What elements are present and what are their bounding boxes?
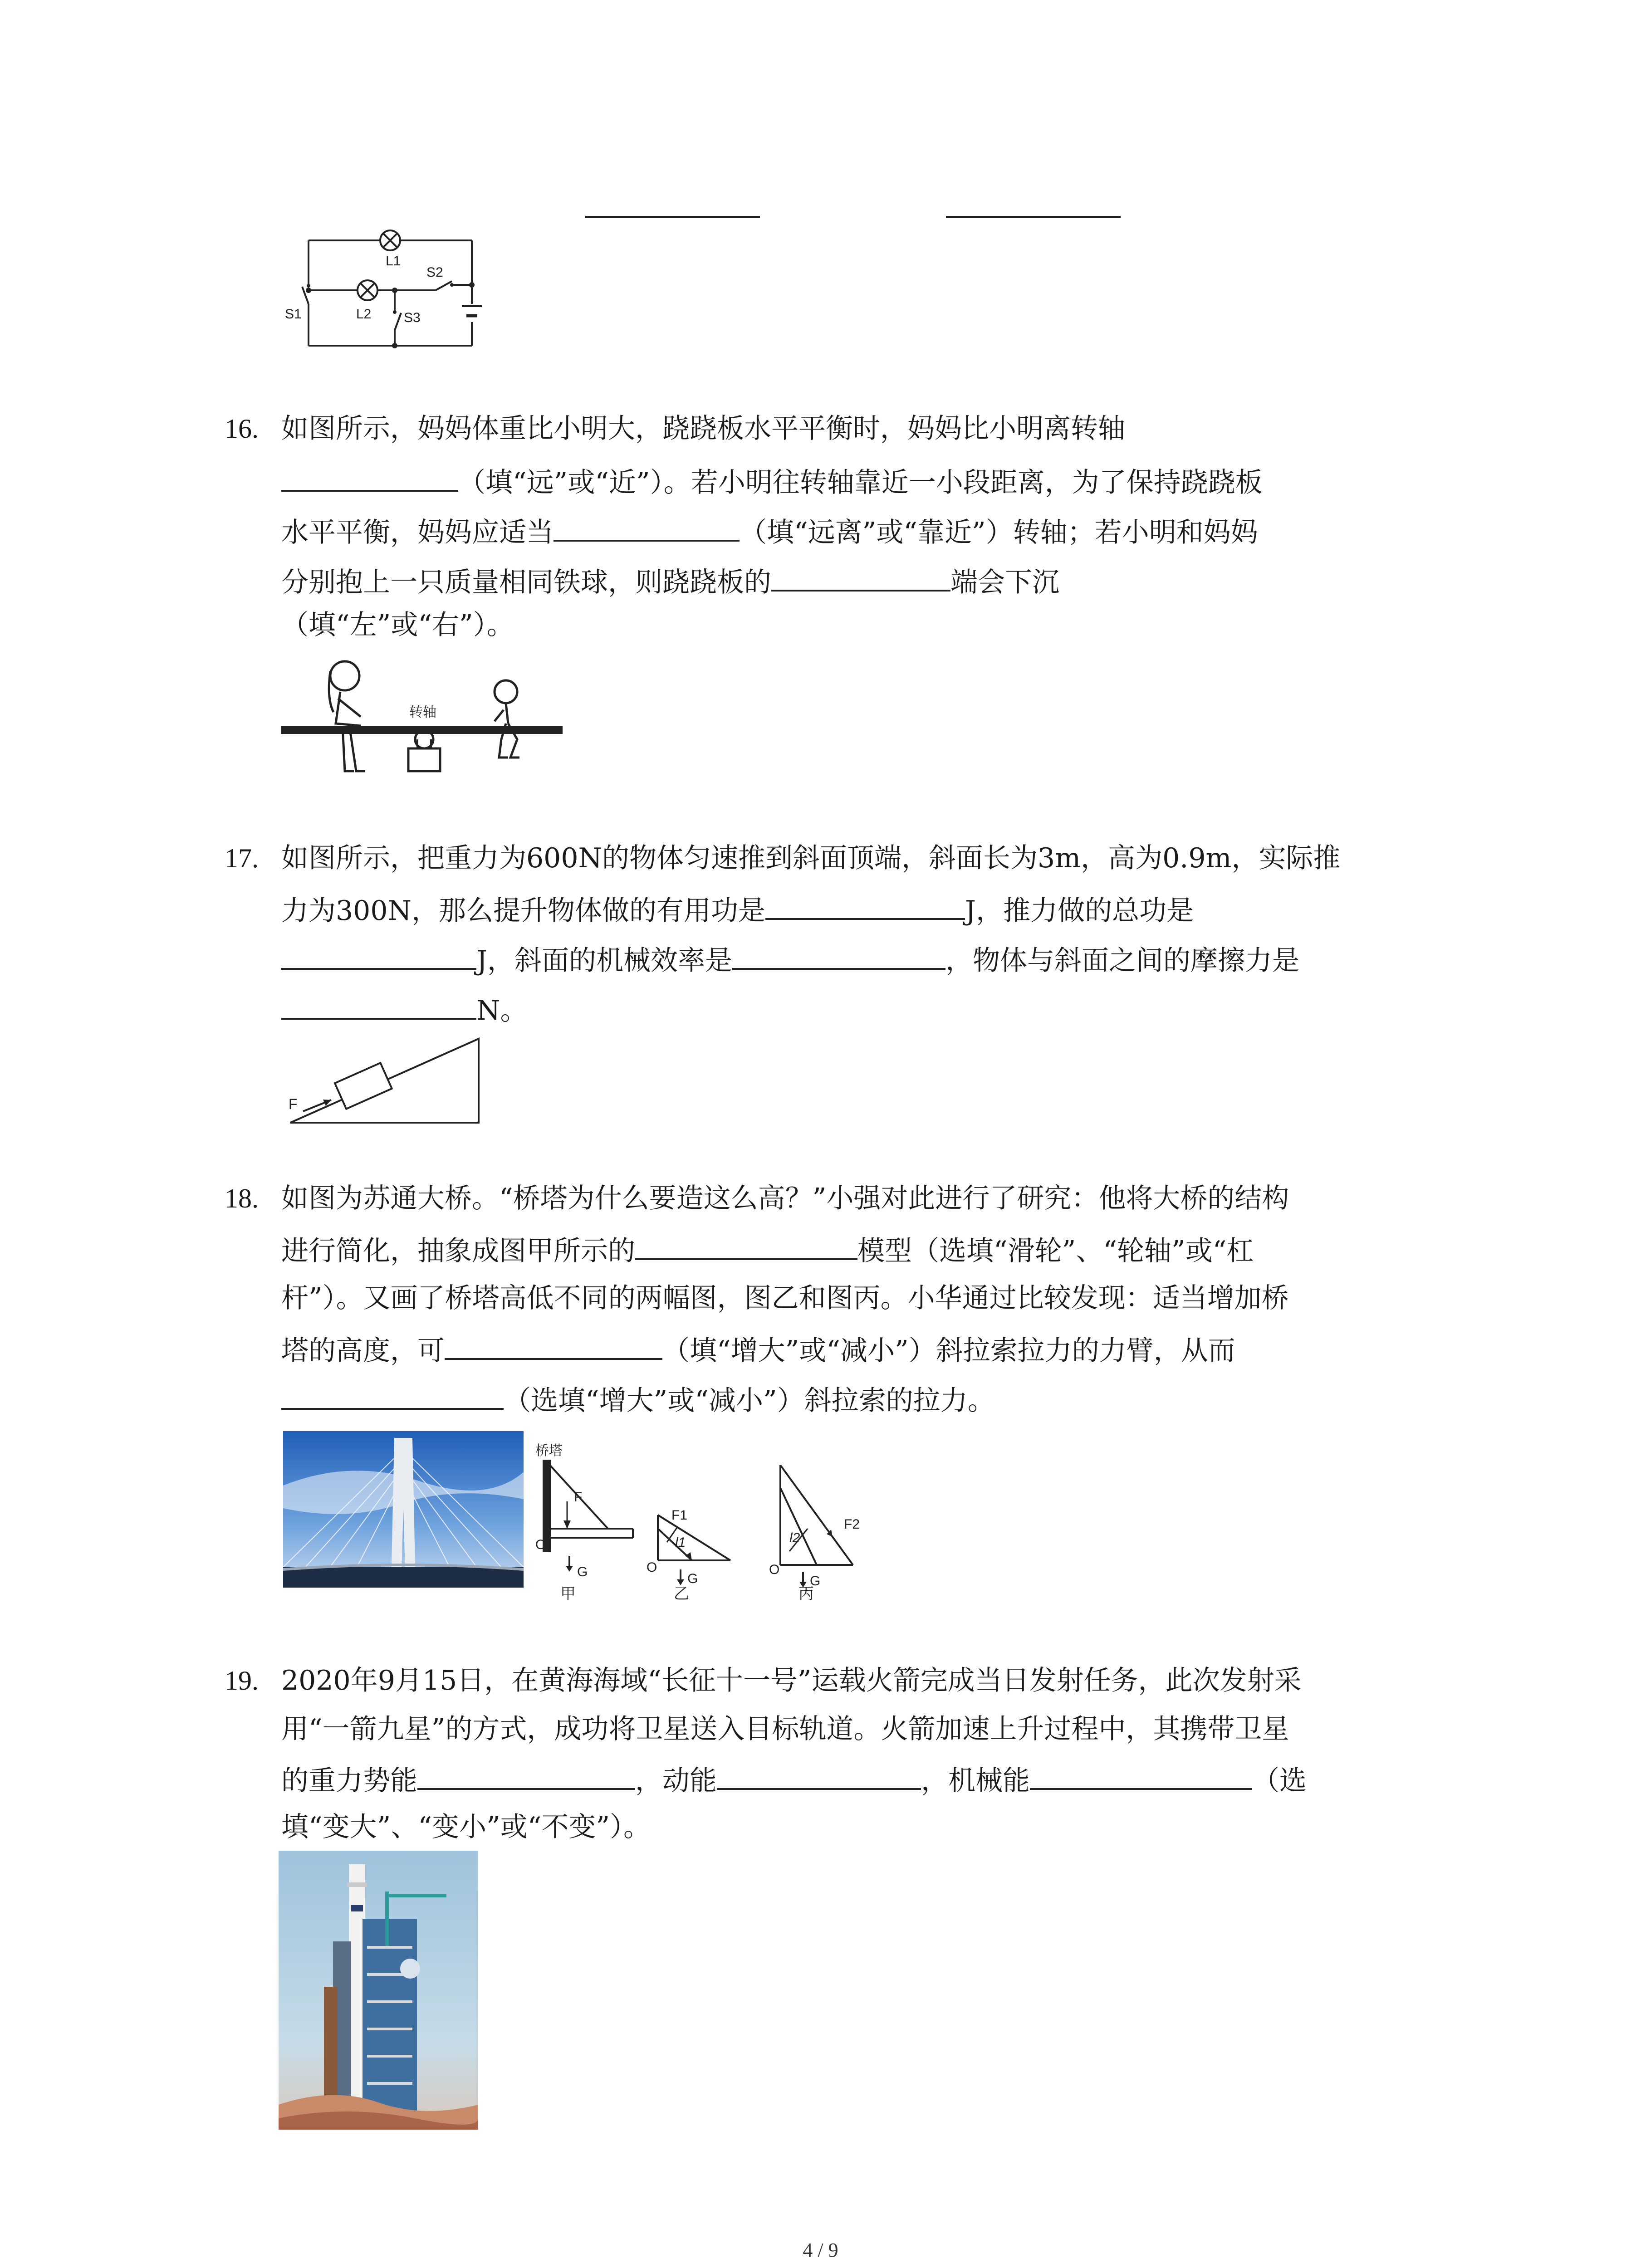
page-number: 4 / 9 [803,2239,838,2261]
q18-line-4: 塔的高度，可 （填“增大”或“减小”）斜拉索拉力的力臂，从而 [281,1330,1235,1369]
pivot-label: 转轴 [409,705,436,720]
q19-line-4: 填“变大”、“变小”或“不变”）。 [281,1811,651,1843]
q16-blank-3[interactable] [771,562,950,591]
arm-l2: l2 [789,1530,800,1545]
q16-line-5: （填“左”或“右”）。 [281,609,514,641]
label-S2: S2 [426,265,443,280]
q15-circuit-diagram [272,213,490,354]
q17-blank-2[interactable] [281,940,476,970]
q17-line-4: N。 [281,990,528,1029]
force-F: F [574,1490,583,1505]
tower-label: 桥塔 [535,1443,563,1458]
q16-line-4: 分别抱上一只质量相同铁球，则跷跷板的 端会下沉 [281,562,1059,601]
q18-number: 18. [225,1183,259,1213]
q18-blank-3[interactable] [281,1380,504,1410]
q17-number: 17. [225,843,259,873]
q16-blank-1[interactable] [281,462,458,492]
q15-answer-blank-2[interactable] [946,214,1121,218]
pivot-O-a: O [535,1537,546,1552]
arm-l1: l1 [675,1535,686,1550]
label-L1: L1 [386,254,401,269]
label-S1: S1 [285,307,302,322]
q17-blank-4[interactable] [281,990,476,1020]
sutong-bridge-photo [283,1431,524,1588]
force-F-label: F [289,1096,298,1112]
q16-line-2: （填“远”或“近”）。若小明往转轴靠近一小段距离，为了保持跷跷板 [281,462,1263,501]
q18-lever-diagrams [535,1433,898,1601]
force-F1: F1 [671,1508,688,1523]
q17-line-1: 如图所示，把重力为600N的物体匀速推到斜面顶端，斜面长为3m，高为0.9m，实际推 [281,842,1341,874]
q17-blank-1[interactable] [765,890,965,920]
q17-incline-figure [281,1030,490,1134]
force-F2: F2 [844,1517,860,1532]
weight-G-b: G [687,1571,698,1586]
q17-line-3: J，斜面的机械效率是 ，物体与斜面之间的摩擦力是 [281,940,1299,979]
q19-number: 19. [225,1666,259,1696]
label-S3: S3 [404,310,421,325]
weight-G-a: G [577,1564,588,1579]
q18-blank-1[interactable] [635,1230,857,1260]
caption-bing: 丙 [798,1585,814,1601]
weight-G-c: G [810,1574,821,1589]
pivot-O-b: O [647,1560,657,1575]
q15-answer-blank-1[interactable] [585,214,760,218]
caption-yi: 乙 [674,1585,689,1601]
q19-line-1: 2020年9月15日，在黄海海域“长征十一号”运载火箭完成当日发射任务，此次发射采 [281,1665,1302,1696]
q19-blank-2[interactable] [717,1760,921,1790]
q16-line-1: 如图所示，妈妈体重比小明大，跷跷板水平平衡时，妈妈比小明离转轴 [281,413,1125,445]
q19-line-2: 用“一箭九星”的方式，成功将卫星送入目标轨道。火箭加速上升过程中，其携带卫星 [281,1713,1289,1745]
q19-blank-3[interactable] [1030,1760,1252,1790]
caption-jia: 甲 [560,1585,576,1601]
q17-line-2: 力为300N，那么提升物体做的有用功是 J，推力做的总功是 [281,890,1194,929]
q16-line-3: 水平平衡，妈妈应适当 （填“远离”或“靠近”）转轴；若小明和妈妈 [281,512,1258,551]
q16-seesaw-figure [281,649,572,789]
rocket-launch-photo [279,1851,478,2130]
label-L2: L2 [356,307,372,322]
q18-blank-2[interactable] [445,1330,662,1360]
q18-line-3: 杆”）。又画了桥塔高低不同的两幅图，图乙和图丙。小华通过比较发现：适当增加桥 [281,1282,1289,1314]
q19-line-3: 的重力势能 ，动能 ，机械能 （选 [281,1760,1307,1799]
q16-number: 16. [225,414,259,444]
q19-blank-1[interactable] [417,1760,635,1790]
q17-blank-3[interactable] [732,940,945,970]
q18-line-2: 进行简化，抽象成图甲所示的 模型（选填“滑轮”、“轮轴”或“杠 [281,1230,1254,1269]
q18-line-1: 如图为苏通大桥。“桥塔为什么要造这么高？”小强对此进行了研究：他将大桥的结构 [281,1183,1289,1214]
q16-blank-2[interactable] [554,512,740,542]
pivot-O-c: O [769,1562,780,1577]
q18-line-5: （选填“增大”或“减小”）斜拉索的拉力。 [281,1380,995,1419]
